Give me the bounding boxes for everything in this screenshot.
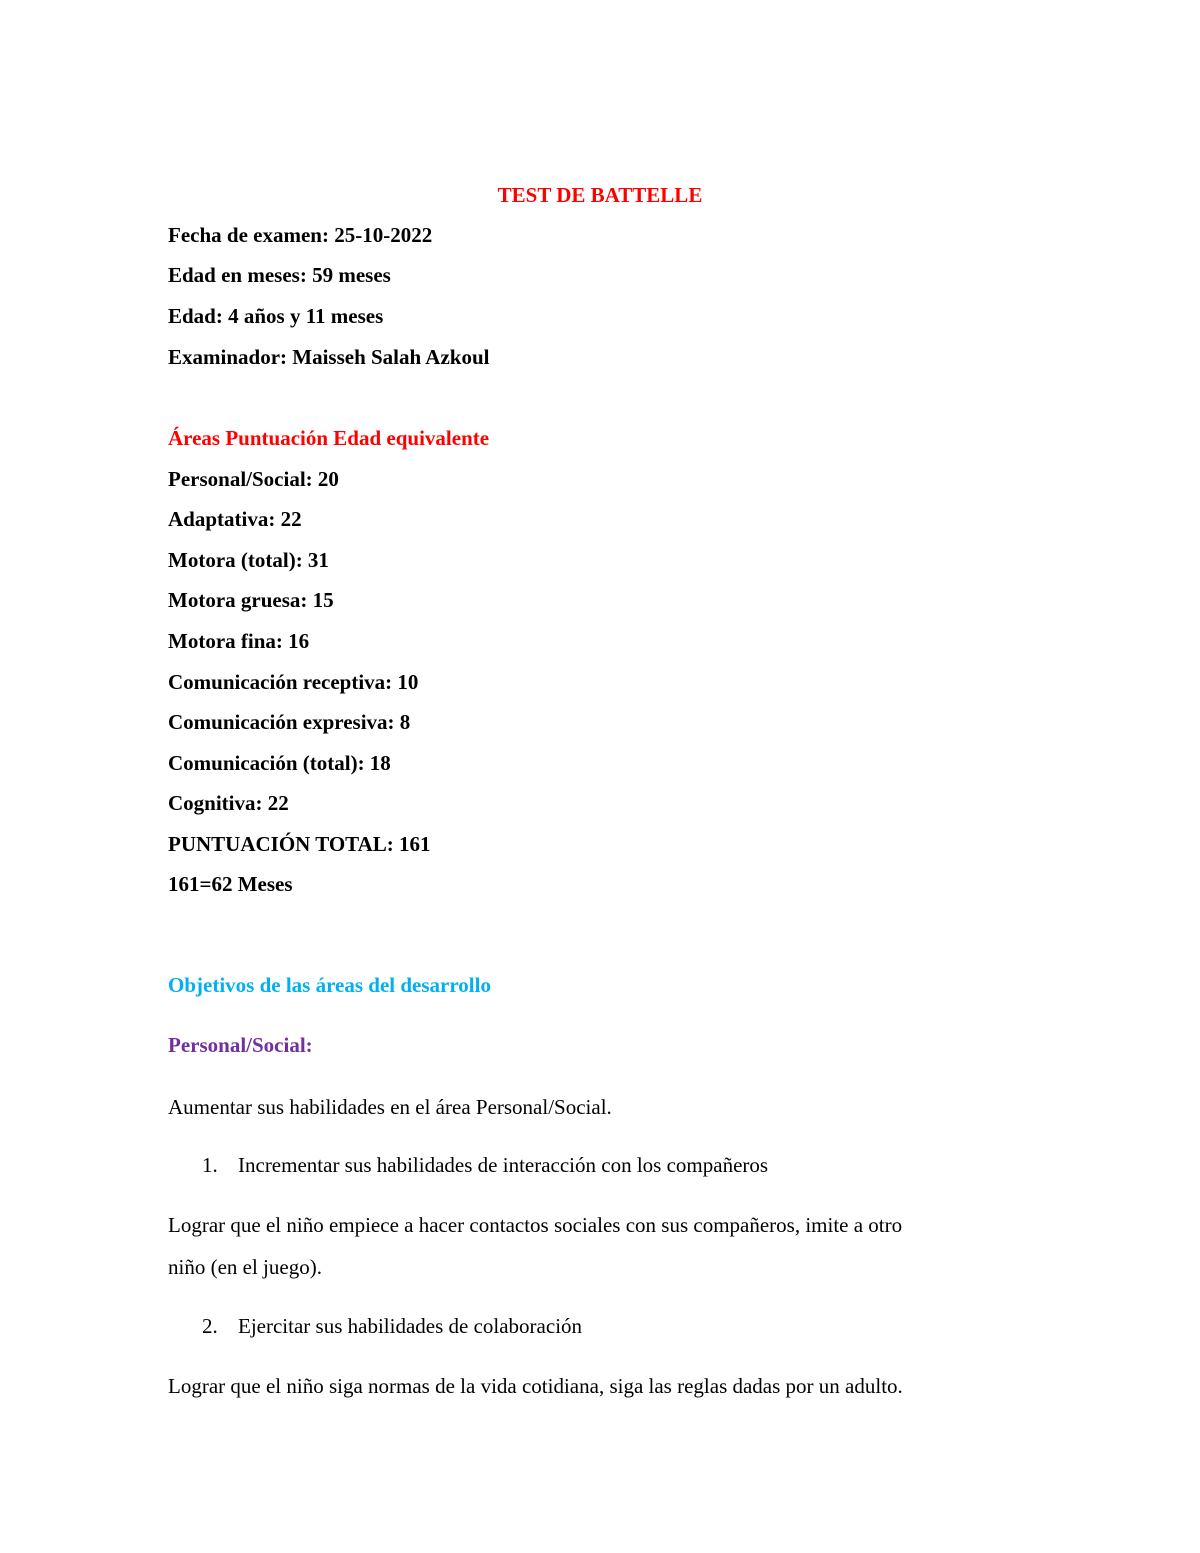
score-line: Comunicación (total): 18 [168,751,391,775]
exam-date: Fecha de examen: 25-10-2022 [168,223,433,247]
personal-social-header: Personal/Social: [168,1033,313,1057]
item-description: Lograr que el niño empiece a hacer contactos sociales con sus compañeros, imite a otro [168,1213,903,1237]
objectives-header: Objetivos de las áreas del desarrollo [168,973,491,997]
age: Edad: 4 años y 11 meses [168,304,384,328]
score-line: Motora fina: 16 [168,629,310,653]
list-number: 1. [202,1153,218,1177]
areas-header: Áreas Puntuación Edad equivalente [168,426,490,450]
intro-text: Aumentar sus habilidades en el área Personal/Social. [168,1095,612,1119]
list-text: Incrementar sus habilidades de interacción con los compañeros [238,1153,769,1177]
equivalent-age: 161=62 Meses [168,872,293,896]
score-line: Cognitiva: 22 [168,791,289,815]
score-line: Comunicación receptiva: 10 [168,670,419,694]
item-description: Lograr que el niño siga normas de la vida cotidiana, siga las reglas dadas por un adulto. [168,1374,903,1398]
score-line: Motora (total): 31 [168,548,329,572]
score-line: Comunicación expresiva: 8 [168,710,411,734]
total-score: PUNTUACIÓN TOTAL: 161 [168,832,431,856]
score-line: Personal/Social: 20 [168,467,339,491]
document-title: TEST DE BATTELLE [497,183,703,207]
list-text: Ejercitar sus habilidades de colaboración [238,1314,583,1338]
score-line: Motora gruesa: 15 [168,588,334,612]
item-description: niño (en el juego). [168,1255,322,1279]
list-number: 2. [202,1314,218,1338]
age-months: Edad en meses: 59 meses [168,263,391,287]
examiner: Examinador: Maisseh Salah Azkoul [168,345,490,369]
score-line: Adaptativa: 22 [168,507,302,531]
